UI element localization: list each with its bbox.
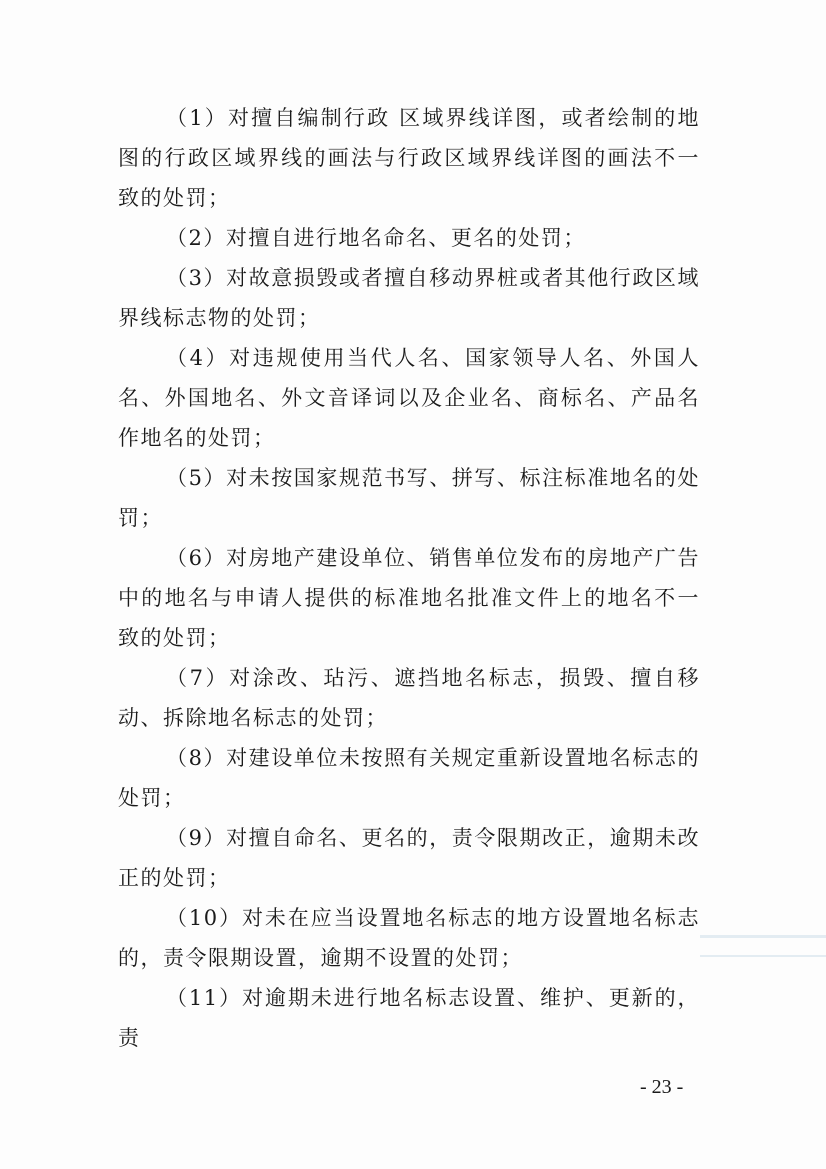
paragraph-item-3: （3）对故意损毁或者擅自移动界桩或者其他行政区域界线标志物的处罚； — [118, 266, 700, 330]
paragraph-item-9: （9）对擅自命名、更名的，责令限期改正，逾期未改正的处罚； — [118, 826, 700, 890]
paragraph-item-11: （11）对逾期未进行地名标志设置、维护、更新的，责 — [118, 986, 700, 1050]
paragraph-item-2: （2）对擅自进行地名命名、更名的处罚； — [166, 226, 586, 250]
document-body — [118, 98, 700, 1058]
scan-artifact-line — [700, 935, 826, 938]
scan-artifact-line — [700, 955, 826, 957]
paragraph-item-6: （6）对房地产建设单位、销售单位发布的房地产广告中的地名与申请人提供的标准地名批准文件上的地名不一致的处罚； — [118, 546, 700, 650]
paragraph-item-7: （7）对涂改、玷污、遮挡地名标志，损毁、擅自移动、拆除地名标志的处罚； — [118, 666, 700, 730]
paragraph-item-5: （5）对未按国家规范书写、拼写、标注标准地名的处罚； — [118, 466, 700, 530]
paragraph-item-1: （1）对擅自编制行政 区域界线详图，或者绘制的地图的行政区域界线的画法与行政区域界线详图的画法不一致的处罚； — [118, 106, 700, 210]
paragraph-item-10: （10）对未在应当设置地名标志的地方设置地名标志的，责令限期设置，逾期不设置的处罚； — [118, 906, 700, 970]
page-number: - 23 - — [640, 1076, 684, 1098]
paragraph-item-4: （4）对违规使用当代人名、国家领导人名、外国人名、外国地名、外文音译词以及企业名、商标名、产品名作地名的处罚； — [118, 346, 700, 450]
paragraph-item-8: （8）对建设单位未按照有关规定重新设置地名标志的处罚； — [118, 746, 700, 810]
